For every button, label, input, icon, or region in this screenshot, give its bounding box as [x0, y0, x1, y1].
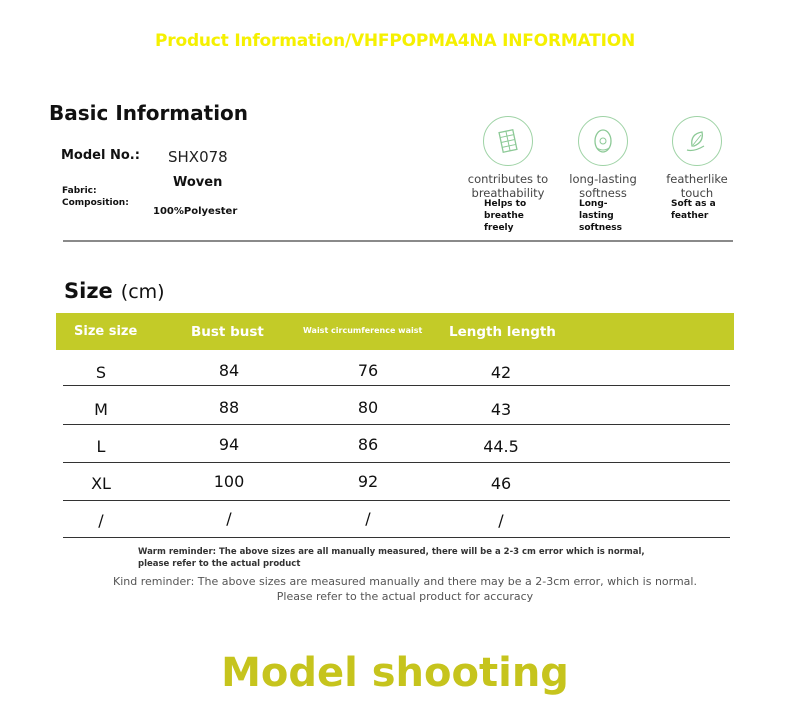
breathability-icon: [483, 116, 533, 166]
table-cell: 86: [357, 435, 379, 454]
composition-value: 100%Polyester: [153, 206, 238, 217]
feature-name: contributes to breathability: [467, 172, 549, 200]
table-cell: L: [96, 437, 106, 456]
basic-info-heading: Basic Information: [49, 101, 249, 125]
fabric-label: Fabric:: [62, 186, 97, 196]
row-divider: [63, 462, 730, 463]
page-title: Product Information/VHFPOPMA4NA INFORMATION: [155, 31, 635, 51]
feature-desc: Helps to breathe freely: [484, 199, 527, 233]
table-cell: 84: [218, 361, 240, 380]
feather-icon: [672, 116, 722, 166]
table-cell: S: [95, 363, 107, 382]
table-cell: M: [94, 400, 108, 419]
warm-reminder: Warm reminder: The above sizes are all manually measured, there will be a 2-3 cm error which is normal, please refer to the actual product: [138, 547, 645, 569]
table-cell: 92: [357, 472, 379, 491]
feature-featherlike: [642, 116, 752, 200]
row-divider: [63, 424, 730, 425]
model-value: SHX078: [168, 148, 228, 166]
row-divider: [63, 537, 730, 538]
size-table-header: [56, 313, 734, 350]
header-waist: Waist circumference waist: [303, 326, 423, 335]
feature-desc: Soft as a feather: [671, 199, 716, 221]
feature-breathability: [453, 116, 563, 200]
size-unit: (cm): [120, 281, 165, 303]
table-cell: /: [498, 511, 504, 530]
table-cell: /: [365, 509, 371, 528]
feature-name: long-lasting softness: [569, 172, 637, 200]
size-heading: Size (cm): [64, 279, 165, 303]
feature-desc: Long- lasting softness: [579, 199, 622, 233]
row-divider: [63, 385, 730, 386]
table-cell: /: [226, 509, 232, 528]
table-cell: XL: [91, 474, 111, 493]
composition-label: Composition:: [62, 198, 129, 208]
table-cell: 80: [357, 398, 379, 417]
table-cell: 88: [218, 398, 240, 417]
feature-name: featherlike touch: [666, 172, 728, 200]
model-label: Model No.:: [61, 148, 140, 163]
table-cell: /: [98, 511, 104, 530]
table-cell: 94: [218, 435, 240, 454]
header-bust: Bust bust: [191, 324, 264, 340]
header-size: Size size: [74, 324, 138, 339]
table-cell: 46: [490, 474, 512, 493]
row-divider: [63, 500, 730, 501]
softness-icon: [578, 116, 628, 166]
header-length: Length length: [449, 324, 556, 340]
table-cell: 76: [357, 361, 379, 380]
table-cell: 100: [213, 472, 245, 491]
model-shooting-heading: Model shooting: [221, 650, 569, 696]
kind-reminder: Kind reminder: The above sizes are measured manually and there may be a 2-3cm error, which is normal. Please refer to the actual product for accuracy: [113, 575, 697, 603]
table-cell: 42: [490, 363, 512, 382]
section-divider: [63, 240, 733, 242]
fabric-value: Woven: [173, 175, 223, 190]
table-cell: 43: [490, 400, 512, 419]
table-cell: 44.5: [483, 437, 519, 456]
